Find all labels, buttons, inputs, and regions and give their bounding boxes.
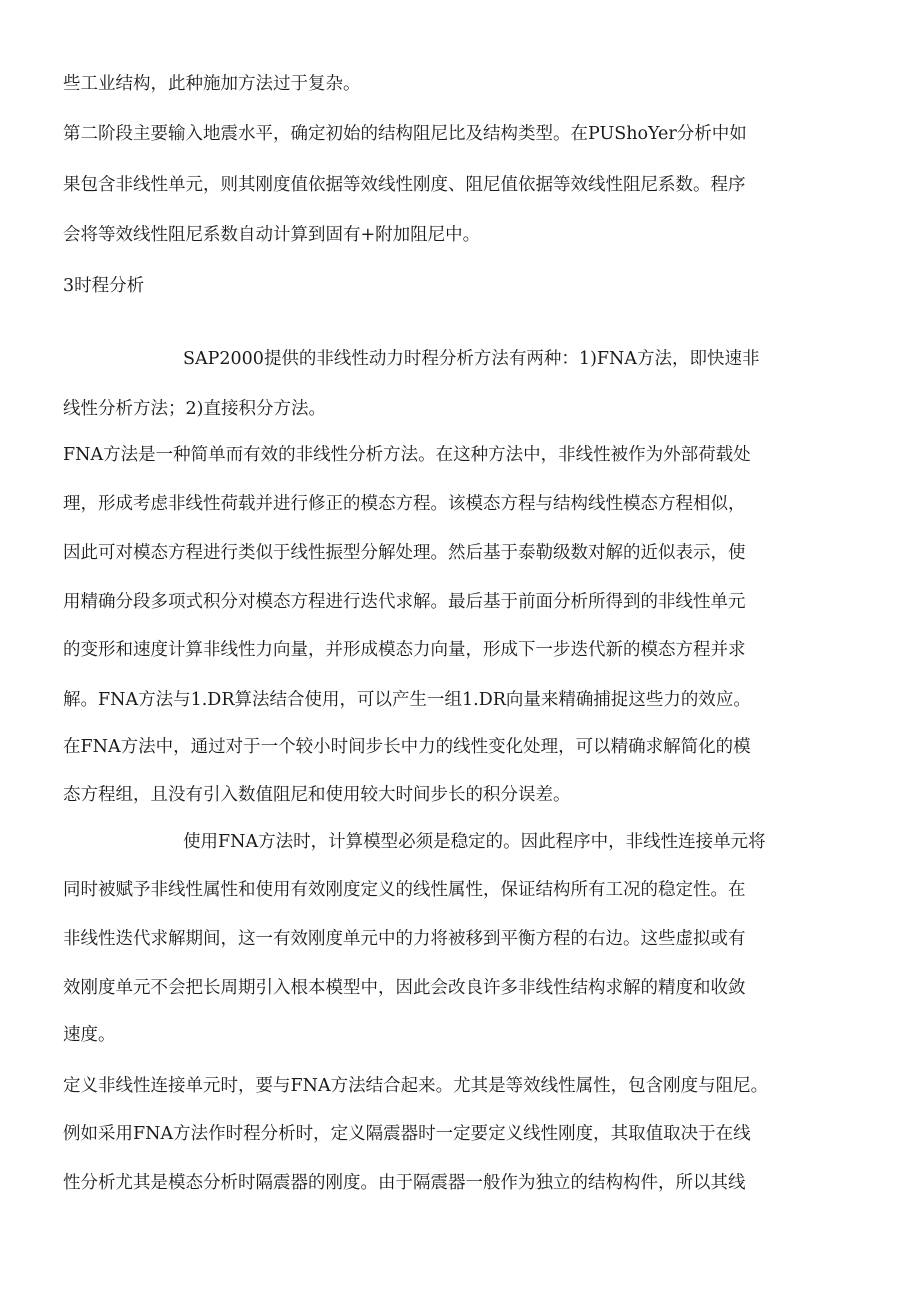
text-line: 解。FNA方法与1.DR算法结合使用，可以产生一组1.DR向量来精确捕捉这些力的效应。 (63, 690, 751, 710)
text-line: 速度。 (63, 1025, 116, 1045)
text-line: 例如采用FNA方法作时程分析时，定义隔震器时一定要定义线性刚度，其取值取决于在线 (63, 1124, 751, 1144)
text-line: 理，形成考虑非线性荷载并进行修正的模态方程。该模态方程与结构线性模态方程相似， (63, 494, 746, 514)
text-line: 会将等效线性阻尼系数自动计算到固有+附加阻尼中。 (63, 225, 481, 245)
section-heading: 3时程分析 (63, 276, 145, 296)
text-line: 线性分析方法；2)直接积分方法。 (63, 399, 326, 419)
text-line: 使用FNA方法时，计算模型必须是稳定的。因此程序中，非线性连接单元将 (183, 832, 766, 852)
text-line: 在FNA方法中，通过对于一个较小时间步长中力的线性变化处理，可以精确求解简化的模 (63, 737, 751, 757)
text-line: 的变形和速度计算非线性力向量，并形成模态力向量，形成下一步迭代新的模态方程并求 (63, 640, 746, 660)
text-line: FNA方法是一种简单而有效的非线性分析方法。在这种方法中，非线性被作为外部荷载处 (63, 445, 751, 465)
text-line: 性分析尤其是模态分析时隔震器的刚度。由于隔震器一般作为独立的结构构件，所以其线 (63, 1173, 746, 1193)
text-line: 同时被赋予非线性属性和使用有效刚度定义的线性属性，保证结构所有工况的稳定性。在 (63, 880, 746, 900)
text-line: 些工业结构，此种施加方法过于复杂。 (63, 74, 361, 94)
text-line: 第二阶段主要输入地震水平，确定初始的结构阻尼比及结构类型。在PUShoYer分析中如 (63, 124, 747, 144)
text-line: 非线性迭代求解期间，这一有效刚度单元中的力将被移到平衡方程的右边。这些虚拟或有 (63, 929, 746, 949)
text-line: 因此可对模态方程进行类似于线性振型分解处理。然后基于泰勒级数对解的近似表示，使 (63, 543, 746, 563)
text-line: 用精确分段多项式积分对模态方程进行迭代求解。最后基于前面分析所得到的非线性单元 (63, 592, 746, 612)
text-line: SAP2000提供的非线性动力时程分析方法有两种：1)FNA方法，即快速非 (183, 349, 760, 369)
text-line: 定义非线性连接单元时，要与FNA方法结合起来。尤其是等效线性属性，包含刚度与阻尼。 (63, 1076, 769, 1096)
text-line: 果包含非线性单元，则其刚度值依据等效线性刚度、阻尼值依据等效线性阻尼系数。程序 (63, 175, 746, 195)
text-line: 效刚度单元不会把长周期引入根本模型中，因此会改良许多非线性结构求解的精度和收敛 (63, 978, 746, 998)
text-line: 态方程组，且没有引入数值阻尼和使用较大时间步长的积分误差。 (63, 785, 571, 805)
